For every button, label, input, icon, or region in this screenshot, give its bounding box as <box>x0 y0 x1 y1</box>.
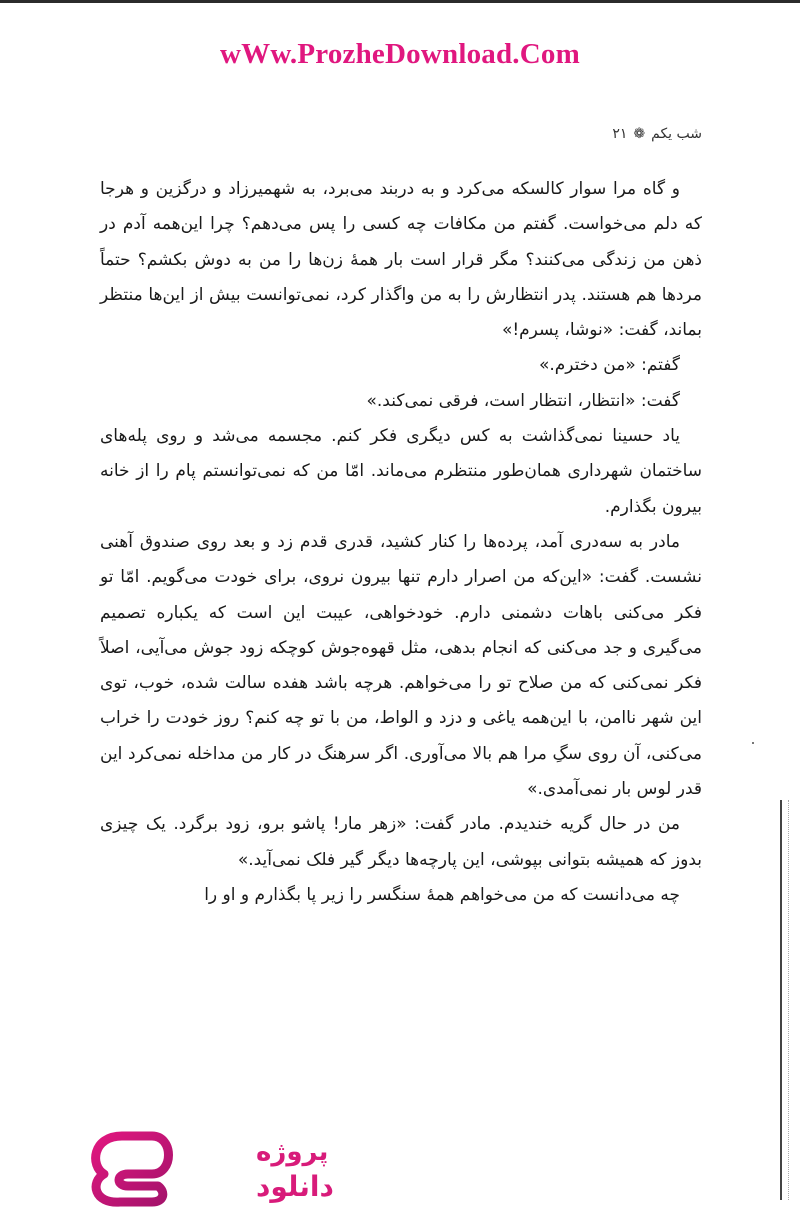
paragraph: مادر به سه‌دری آمد، پرده‌ها را کنار کشید، قدری قدم زد و بعد روی صندوق آهنی نشست. گفت: «این‌که من اصرار دارم تنها بیرون نروی، برای خودت می‌گویم. امّا تو فکر می‌کنی باهات دشمنی دارم. خودخواهی، عیبت این است که یکباره تصمیم می‌گیری و جد می‌کنی که انجام بدهی، مثل قهوه‌جوش کوچکه زود جوش می‌آیی، اصلاً فکر نمی‌کنی که من صلاح تو را می‌خواهم. هرچه باشد هفده سالت شده، خوب، توی این شهر ناامن، با این‌همه یاغی و دزد و الواط، من با تو چه کنم؟ روز خودت را خراب می‌کنی، آن روی سگِ مرا هم بالا می‌آوری. اگر سرهنگ در کار من مداخله نمی‌کرد این قدر لوس بار نمی‌آمدی.» <box>100 531 702 800</box>
paragraph: من در حال گریه خندیدم. مادر گفت: «زهر مار! پاشو برو، زود برگرد. یک چیزی بدوز که همیشه بتوانی بپوشی، این پارچه‌ها دیگر گیر فلک نمی‌آید.» <box>100 814 702 870</box>
page-edge-line <box>780 800 782 1200</box>
logo-mark <box>96 1136 169 1202</box>
logo-text-line1: پروژه <box>256 1137 329 1167</box>
paragraph: گفتم: «من دخترم.» <box>538 355 680 376</box>
watermark-url: wWw.ProzheDownload.Com <box>220 38 580 70</box>
paragraph: گفت: «انتظار، انتظار است، فرقی نمی‌کند.» <box>366 390 680 411</box>
page-number: ۲۱ <box>612 126 628 142</box>
prozhe-download-logo <box>82 1122 334 1208</box>
top-border <box>0 0 800 3</box>
scan-speck <box>752 742 754 744</box>
chapter-title: شب یکم <box>651 126 702 142</box>
paragraph: و گاه مرا سوار کالسکه می‌کرد و به دربند می‌برد، به شهمیرزاد و درگزین و هرجا که دلم می‌خواست. گفتم من مکافات چه کسی را پس می‌دهم؟ چرا این‌همه آدم در ذهن من زندگی می‌کنند؟ مگر قرار است بار همهٔ زن‌ها را من به دوش بکشم؟ حتماً مردها هم هستند. پدر انتظارش را به من واگذار کرد، نمی‌توانست بیش از این‌ها منتظر بماند، گفت: «نوشا، پسرم!» <box>100 179 702 341</box>
page-edge-dots <box>788 800 790 1200</box>
flower-ornament-icon: ❁ <box>633 126 646 142</box>
running-header <box>612 126 702 142</box>
paragraph: چه می‌دانست که من می‌خواهم همهٔ سنگسر را زیر پا بگذارم و او را <box>204 884 680 905</box>
paragraph: یاد حسینا نمی‌گذاشت به کس دیگری فکر کنم. مجسمه می‌شد و روی پله‌های ساختمان شهرداری همان‌طور منتظرم می‌ماند. امّا من که نمی‌توانستم پام را از خانه بیرون بگذارم. <box>100 426 702 517</box>
logo-text-line2: دانلود <box>256 1170 334 1203</box>
page-body <box>100 172 702 913</box>
